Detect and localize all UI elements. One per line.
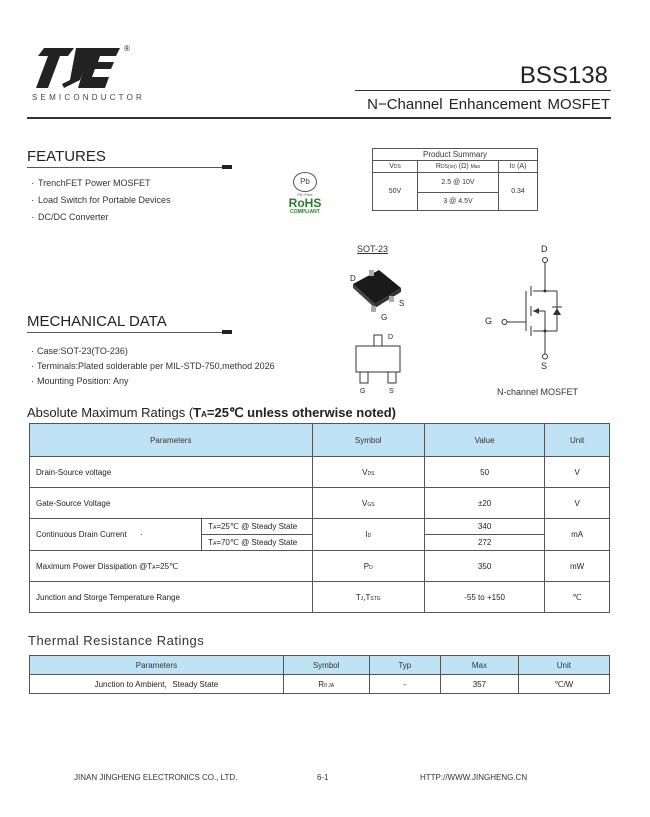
- mechanical-rule-block: [222, 330, 232, 334]
- features-rule: [27, 167, 232, 168]
- feature-item: · TrenchFET Power MOSFET: [31, 175, 171, 192]
- thermal-header-parameters: Parameters: [30, 656, 284, 675]
- table-row: TA=70℃ @ Steady State 272: [30, 535, 610, 551]
- abs-max-header-value: Value: [424, 424, 544, 457]
- table-row: Gate-Source Voltage VGS ±20 V: [30, 488, 610, 519]
- mechanical-item: · Case:SOT-23(TO-236): [31, 344, 275, 359]
- ps-id-value: 0.34: [499, 173, 538, 211]
- sot23-package-illustration: [345, 262, 415, 324]
- footprint-pin-d-label: D: [388, 334, 394, 341]
- footer-url: HTTP://WWW.JINGHENG.CN: [420, 773, 528, 782]
- ps-rds-value-1: 2.5 @ 10V: [418, 173, 499, 193]
- mosfet-schematic-symbol: [495, 256, 570, 361]
- footer-company: JINAN JINGHENG ELECTRONICS CO., LTD.: [74, 773, 238, 782]
- ps-header-vds: VDS: [373, 161, 418, 173]
- schematic-pin-g-label: G: [485, 316, 493, 326]
- table-row: Drain-Source voltage VDS 50 V: [30, 457, 610, 488]
- rohs-label: RoHS: [288, 196, 322, 210]
- feature-item: · DC/DC Converter: [31, 209, 171, 226]
- schematic-caption: N-channel MOSFET: [497, 387, 579, 397]
- table-row: Junction and Storge Temperature Range TJ,TSTG -55 to +150 ℃: [30, 582, 610, 613]
- ps-rds-value-2: 3 @ 4.5V: [418, 193, 499, 211]
- features-rule-block: [222, 165, 232, 169]
- company-logo: [34, 48, 124, 88]
- mechanical-title: MECHANICAL DATA: [27, 313, 167, 330]
- table-row: Junction to Ambient，Steady State Rθ JA - 357 ℃/W: [30, 675, 610, 694]
- footer-page-number: 6-1: [317, 773, 329, 782]
- package-pin-g-label: G: [381, 313, 388, 322]
- mechanical-item: · Mounting Position: Any: [31, 374, 275, 389]
- brand-text: SEMICONDUCTOR: [32, 93, 146, 102]
- product-summary-title: Product Summary: [373, 149, 538, 161]
- thermal-title: Thermal Resistance Ratings: [28, 633, 205, 648]
- device-subtitle: N−Channel Enhancement MOSFET: [367, 96, 610, 113]
- sot23-footprint-illustration: [350, 333, 406, 389]
- footprint-pin-s-label: S: [389, 388, 394, 395]
- abs-max-header-symbol: Symbol: [312, 424, 424, 457]
- package-label: SOT-23: [357, 244, 389, 254]
- product-summary-table: [372, 148, 538, 211]
- header-divider: [27, 117, 611, 119]
- part-number: BSS138: [519, 62, 608, 89]
- feature-item: · Load Switch for Portable Devices: [31, 192, 171, 209]
- features-list: [31, 175, 171, 226]
- abs-max-header-parameters: Parameters: [30, 424, 313, 457]
- thermal-header-max: Max: [441, 656, 519, 675]
- mechanical-list: [31, 344, 275, 389]
- thermal-header-typ: Typ: [369, 656, 441, 675]
- header-rule: [355, 90, 611, 91]
- rohs-badge: [283, 172, 327, 222]
- table-row: Continuous Drain Current · TA=25℃ @ Steady State ID 340 mA: [30, 519, 610, 535]
- ps-header-rds: RDS(on) (Ω) Max: [418, 161, 499, 173]
- rohs-compliant-label: COMPLIANT: [290, 209, 320, 215]
- thermal-table: [29, 655, 610, 694]
- schematic-pin-s-label: S: [541, 361, 548, 371]
- abs-max-title: Absolute Maximum Ratings (TA=25℃ unless otherwise noted): [27, 405, 396, 420]
- package-pin-d-label: D: [350, 274, 356, 283]
- abs-max-header-unit: Unit: [545, 424, 610, 457]
- pb-free-label: Pb−Free: [297, 192, 313, 197]
- schematic-pin-d-label: D: [541, 244, 548, 254]
- package-pin-s-label: S: [399, 299, 405, 308]
- thermal-header-symbol: Symbol: [283, 656, 369, 675]
- mechanical-rule: [27, 332, 232, 333]
- thermal-header-unit: Unit: [518, 656, 609, 675]
- footprint-pin-g-label: G: [360, 388, 366, 395]
- ps-header-id: ID (A): [499, 161, 538, 173]
- pb-free-icon: Pb: [293, 172, 317, 192]
- registered-mark: ®: [124, 44, 130, 53]
- abs-max-table: [29, 423, 610, 613]
- table-row: Maximum Power Dissipation @TA=25℃ PD 350 mW: [30, 551, 610, 582]
- features-title: FEATURES: [27, 148, 106, 165]
- mechanical-item: · Terminals:Plated solderable per MIL-STD-750,method 2026: [31, 359, 275, 374]
- ps-vds-value: 50V: [373, 173, 418, 211]
